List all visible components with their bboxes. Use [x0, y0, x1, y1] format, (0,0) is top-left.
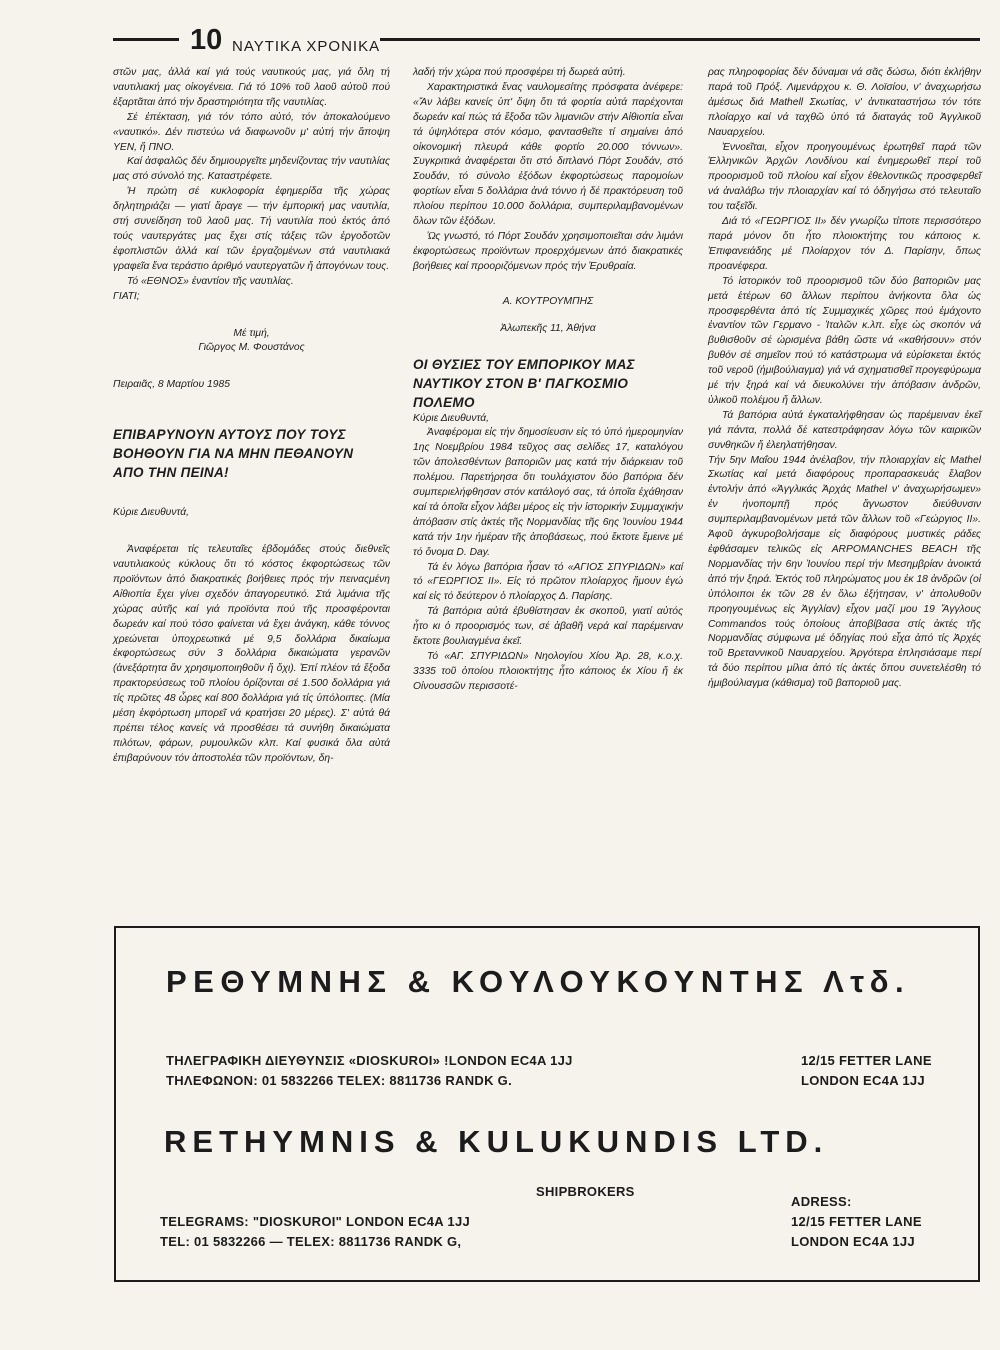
article-heading: ΟΙ ΘΥΣΙΕΣ ΤΟΥ ΕΜΠΟΡΙΚΟΥ ΜΑΣ [413, 356, 635, 372]
greek-address-line-2: LONDON EC4A 1JJ [801, 1073, 925, 1088]
greek-telegraph-address: ΤΗΛΕΓΡΑΦΙΚΗ ΔΙΕΥΘΥΝΣΙΣ «DIOSKUROI» !LONDON EC4A 1JJ [166, 1053, 573, 1068]
col1-paragraph: ΓΙΑΤΙ; [113, 290, 140, 302]
col1-paragraph: Σέ ἐπέκταση, γιά τόν τόπο αὐτό, τόν ἀποκαλούμενο «ναυτικό». Δέν πιστεύω νά διαφωνοῦν μ' αὐτή τήν ἄποψη ΥΕΝ, ἤ ΠΝΟ. [113, 111, 390, 153]
article-heading: ΠΟΛΕΜΟ [413, 394, 475, 410]
english-company-name: RETHYMNIS & KULUKUNDIS LTD. [164, 1124, 829, 1159]
column-1 [113, 66, 390, 767]
col3-paragraph: Τά βαπόρια αὐτά ἐγκαταλήφθησαν ὡς παρέμειναν ἐκεῖ γιά πάντα, πολλά δέ κατεστράφησαν λόγω τῶν καιρικῶν συνθηκῶν ἤ ἐλεηλατήθησαν. [708, 409, 981, 451]
english-address-label: ADRESS: [791, 1194, 852, 1209]
column-3 [708, 66, 981, 692]
col2-article-paragraph: Τά ἐν λόγω βαπόρια ἦσαν τό «ΑΓΙΟΣ ΣΠΥΡΙΔΩΝ» καί τό «ΓΕΩΡΓΙΟΣ ΙΙ». Εἰς τό πρῶτον πλοίαρχος ἤμουν ἐγώ καί εἰς τό δεύτερον ὁ πλοίαρχος Δ. Παρίσης. [413, 561, 683, 603]
col2-article-paragraph: Ἀναφέρομαι εἰς τήν δημοσίευσιν εἰς τό ὑπό ἡμερομηνίαν 1ης Νοεμβρίου 1984 τεῦχος σας σελίδες 17, καταλόγου τῶν ἀπολεσθέντων βαποριῶν μας κατά τήν διάρκειαν τοῦ πολέμου. Παρετήρησα ὅτι τουλάχιστον δύο βαπόρια δέν συμπεριελήφθησαν στόν κατάλογό σας, τά ὁποῖα ἐχάθησαν καί τά ὁποῖα εἶχον λάβει μέρος εἰς τήν ἱστορικήν Συμμαχικήν ἀπόβασιν στίς ἀκτές τῆς Νορμανδίας τῆς 6ης Ἰουνίου 1944 κατά τήν 1ην ἡμέραν τῆς ἀποβάσεως, πού ἔκτοτε ἔμεινε μέ τό ὄνομα D. Day. [413, 427, 683, 558]
col1-paragraph: Ἡ πρώτη σέ κυκλοφορία ἐφημερίδα τῆς χώρας δηλητηριάζει — γιατί ἄραγε — τήν ἐμπορική μας ναυτιλία, στή συνείδηση τοῦ λαοῦ μας. Τή ναυτιλία πού ἐκτός ἀπό τούς ναυτεργάτες μας ἔχει στίς τάξεις τῶν ἐργοδοτῶν ἐφοπλιστῶν ἀλλά καί τῶν ἐργαζομένων στά ναυτιλιακά γραφεῖα ἕνα τεράστιο ἀριθμό ναυτεργατῶν ἤ ἀπογόνων τους. [113, 186, 390, 272]
col2-paragraph: λαδή τήν χώρα πού προσφέρει τή δωρεά αὐτή. [413, 67, 626, 78]
col3-paragraph: Τό ἱστορικόν τοῦ προορισμοῦ τῶν δύο βαποριῶν μας μετά ἑτέρων 60 ἄλλων περίπου ἀνήκοντα ὅλα ὡς προσφερθέντα ἀπό τίς Συμμαχικές χῶρες πού ἐμάχοντο ἐναντίον τῶν Γερμανο - Ἰταλῶν κ.λπ. εἶχε ὡς σκοπόν νά βυθισθοῦν σέ ὡρισμένα βάθη ὥστε νά «καθήσουν» στόν βυθόν σέ σημεῖον πού τό κατάστρωμα νά εὑρίσκεται ἐκτός τοῦ νεροῦ (ἡμιβούλιαγμα) γιά νά σχηματισθεῖ προγεφύρωμα μέ τήν ξηρά καί νά διευκολύνει τήν ἀπόβασιν ἀνδρῶν, ὑλικοῦ πολέμου ἤ ἄλλων. [708, 275, 981, 406]
col3-paragraph: Ἐννοεῖται, εἶχον προηγουμένως ἐρωτηθεῖ παρά τῶν Ἑλληνικῶν Ἀρχῶν Λονδίνου καί ἐνημερωθεῖ περί τοῦ προορισμοῦ τοῦ πλοίου καί εἶχον ἐθελοντικῶς προσφερθεῖ νά ἀναλάβω τήν πλοιαρχίαν καί τό ὁδηγήσω στό τελευταῖο του ταξεῖδι. [708, 141, 981, 213]
advertisement-box [114, 926, 980, 1282]
col3-paragraph: Διά τό «ΓΕΩΡΓΙΟΣ ΙΙ» δέν γνωρίζω τίποτε περισσότερο παρά μόνον ὅτι ἦτο πλοιοκτήτης του κάποιος κ. Ἐπιφανειάδης μέ Πλοίαρχον τόν Δ. Παρίσην, ὅπως προανέφερα. [708, 216, 981, 272]
article-heading: ΕΠΙΒΑΡΥΝΟΥΝ ΑΥΤΟΥΣ ΠΟΥ ΤΟΥΣ [113, 427, 346, 443]
english-telephone: TEL: 01 5832266 — TELEX: 8811736 RANDK G, [160, 1234, 462, 1249]
place-date: Πειραιᾶς, 8 Μαρτίου 1985 [113, 379, 230, 391]
column-2 [413, 66, 683, 695]
col2-article-paragraph: Τά βαπόρια αὐτά ἐβυθίστησαν ἐκ σκοποῦ, γιατί αὐτός ἦτο κι ὁ προορισμός των, σέ ἀβαθῆ νερά καί παρέμειναν ἔκτοτε βουλιαγμένα ἐκεῖ. [413, 606, 683, 648]
col1-paragraph: Καί ἀσφαλῶς δέν δημιουργεῖτε μηδενίζοντας τήν ναυτιλίας μας στό σύνολό της. Καταστρέφετε. [113, 156, 390, 183]
col2-article-paragraph: Τό «ΑΓ. ΣΠΥΡΙΔΩΝ» Νηολογίου Χίου Ἀρ. 28, κ.ο.χ. 3335 τοῦ ὁποίου πλοιοκτήτης ἦτο κάποιος ἐκ Χίου ἤ ἐκ Οἰνουσσῶν περισσοτέ- [413, 651, 683, 692]
publication-title: ΝΑΥΤΙΚΑ ΧΡΟΝΙΚΑ [232, 38, 381, 55]
salutation: Κύριε Διευθυντά, [113, 507, 189, 519]
english-address-line-2: LONDON EC4A 1JJ [791, 1234, 915, 1249]
signature-greeting: Μέ τιμή, [233, 327, 270, 339]
col2-paragraph: Χαρακτηριστικά ἕνας ναυλομεσίτης πρόσφατα ἀνέφερε: «Ἄν λάβει κανείς ὑπ' ὄψη ὅτι τά φορτία αὐτά παρέχονται δωρεάν καί πώς τά ἔξοδα τῶν λιμανιῶν στήν Αἰθιοπία εἶναι τά ὑψηλότερα στόν κόσμο, φαντασθεῖτε τί σημαίνει ἀπό οἰκονομική πλευρά κάθε φορτίο 20.000 τόννων». Συγκριτικά ἀναφέρεται ὅτι στό διπλανό Πόρτ Σουδάν, στό Σουδάν, τό σύνολο ἐξόδων ἐκφορτώσεως παρομοίων φορτίων εἶναι 5 δολλάρια ἀνά τόννο ἡ δέ πρακτόρευση τοῦ πλοίου περίπου 10.000 δολλάρια, συμπεριλαμβανομένων ὅλων τῶν ἐξόδων. [413, 81, 683, 228]
article-heading: ΝΑΥΤΙΚΟΥ ΣΤΟΝ Β' ΠΑΓΚΟΣΜΙΟ [413, 375, 629, 391]
signature-address: Ἀλωπεκῆς 11, Ἀθήνα [500, 322, 596, 334]
col3-paragraph: Τήν 5ην Μαΐου 1944 ἀνέλαβον, τήν πλοιαρχίαν εἰς Mathel Σκωτίας καί μετά διαφόρους προπαρασκευάς ἔλαβον ἐντολήν ἀπό «Ἀγγλικάς Ἀρχάς Mathel ν' ἀναχωρήσωμεν» ἐν ἠνοπομπῇ πρός ἄγνωστον διεύθυνσιν συμπεριλαμβανομένων μετά τῶν ἄλλων τοῦ «Γεώργιος ΙΙ». Ἀφοῦ ἀγκυροβολήσαμε εἰς διαφόρους μυστικές ράδες ἐφθάσαμεν τελικῶς εἰς ARPOMANCHES BEACH τῆς Νορμανδίας τήν 6ην Ἰουνίου περί τήν Μεσημβρίαν ἀνοικτά ἀπό τήν ξηρά. Ἐκτός τοῦ πληρώματος μου ἐκ 18 ἀνδρῶν (οἱ ὑπόλοιποι ἐκ τῶν 28 ἐν ὅλω ἐξήτησαν, ν' ἀπολυθοῦν προηγουμένως εἰς Ἀγγλίαν) εἶχον μαζί μου 19 Ἄγγλους Commandos τούς ὁποίους ἀποβίβασα στίς ἀκτές τῆς Νορμανδίας σύμφωνα μέ ὁδηγίας πού εἶχα ἀπό τίς Ἀρχές τοῦ Βρεταννικοῦ Ναυαρχείου. Ἀργότερα ἐπλησιάσαμε περί τά δύο περίπου μίλια ἀπό τίς ἀκτές ὅπου συνετελέσθη τό ἡμιβούλιαγμα (κάθισμα) τοῦ βαποριοῦ μας. [708, 454, 981, 690]
col2-paragraph: Ὡς γνωστό, τό Πόρτ Σουδάν χρησιμοποιεῖται σάν λιμάνι ἐκφορτώσεως προϊόντων προερχόμενων ἀπό διακρατικές βοήθειες καί προοριζόμενων πρός τήν Ἐρυθραία. [413, 230, 683, 272]
col1-article-body: Ἀναφέρεται τίς τελευταῖες ἑβδομάδες στούς διεθνεῖς ναυτιλιακούς κύκλους ὅτι τό κόστος ἐκφορτώσεως τῶν προϊόντων ἀπό διακρατικές βοήθειες πρός τήν πειναςμένη Αἰθιοπία ἔχει γίνει σχεδόν ἀπαγορευτικό. Στά λιμάνια τῆς χώρας αὐτῆς καί γιά προϊόντα πού τῆς προσφέρονται δωρεάν καί πού τόσο φαίνεται νά ἔχει ἀνάγκη, κάθε τόννος χρεώνεται ὑποχρεωτικά μέ 9,5 δολλάρια δικαίωμα ἐκφορτώσεως σύν 3 δολλάρια δικαιώματα γερανῶν (ἀνεξάρτητα ἄν χρησιμοποιηθοῦν ἤ ὄχι). Ἐπί πλέον τά ἔξοδα πρακτορεύσεως τοῦ πλοίου ὁρίζονται σέ 1.500 δολλάρια γιά τίς πρῶτες 48 ὧρες καί 800 δολλάρια γιά τίς ὑπόλοιπες. (Μία μέση ἐκφόρτωση μπορεῖ νά κρατήσει 20 μέρες). Σ' αὐτά θά πρέπει τέλος κανείς νά προσθέσει τά συνήθη δικαιώματα πιλότων, φάρων, ρυμουλκῶν κλπ. Καί φυσικά ὅλα αὐτά ἐπιβαρύνουν τόν ἀποστολέα τῶν προϊόντων, δη- [113, 544, 390, 764]
salutation: Κύριε Διευθυντά, [413, 412, 489, 424]
greek-phone: ΤΗΛΕΦΩΝΟΝ: 01 5832266 TELEX: 8811736 RANDK G. [166, 1073, 513, 1088]
company-role: SHIPBROKERS [536, 1184, 635, 1199]
signature-name: Α. ΚΟΥΤΡΟΥΜΠΗΣ [502, 295, 594, 307]
greek-company-name: ΡΕΘΥΜΝΗΣ & ΚΟΥΛΟΥΚΟΥΝΤΗΣ Λτδ. [166, 964, 911, 999]
signature-name: Γιῶργος Μ. Φουστάνος [198, 342, 305, 354]
english-telegrams: TELEGRAMS: "DIOSKUROI" LONDON EC4A 1JJ [160, 1214, 470, 1229]
article-heading: ΒΟΗΘΟΥΝ ΓΙΑ ΝΑ ΜΗΝ ΠΕΘΑΝΟΥΝ [113, 446, 354, 462]
page-number: 10 [190, 24, 223, 56]
col1-paragraph: στῶν μας, ἀλλά καί γιά τούς ναυτικούς μας, γιά ὅλη τή ναυτιλιακή μας οἰκογένεια. Γιά τό 10% τοῦ λαοῦ αὐτοῦ πού ἐξαρτᾶται ἀπό τήν δραστηριότητα τῆς ναυτιλίας. [113, 67, 390, 108]
english-address-line-1: 12/15 FETTER LANE [791, 1214, 922, 1229]
greek-address-line-1: 12/15 FETTER LANE [801, 1053, 932, 1068]
col1-paragraph: Τό «ΕΘΝΟΣ» ἐναντίον τῆς ναυτιλίας. [127, 275, 294, 287]
header-rule-right [380, 38, 980, 41]
article-heading: ΑΠΟ ΤΗΝ ΠΕΙΝΑ! [113, 465, 229, 481]
header-rule-left [113, 38, 179, 41]
col3-paragraph: ρας πληροφορίας δέν δύναμαι νά σᾶς δώσω, διότι ἐκλήθην παρά τοῦ Πρόξ. Λιμενάρχου κ. Θ. Λοϊσίου, ν' ἀναχωρήσω ἀμέσως διά Mathell Σκωτίας, ν' ἀντικαταστήσω τόν τότε πλοίαρχο καί νά ταχθῶ ὑπό τά διαταγάς τοῦ Ἀγγλικοῦ Ναυαρχείου. [708, 67, 981, 138]
